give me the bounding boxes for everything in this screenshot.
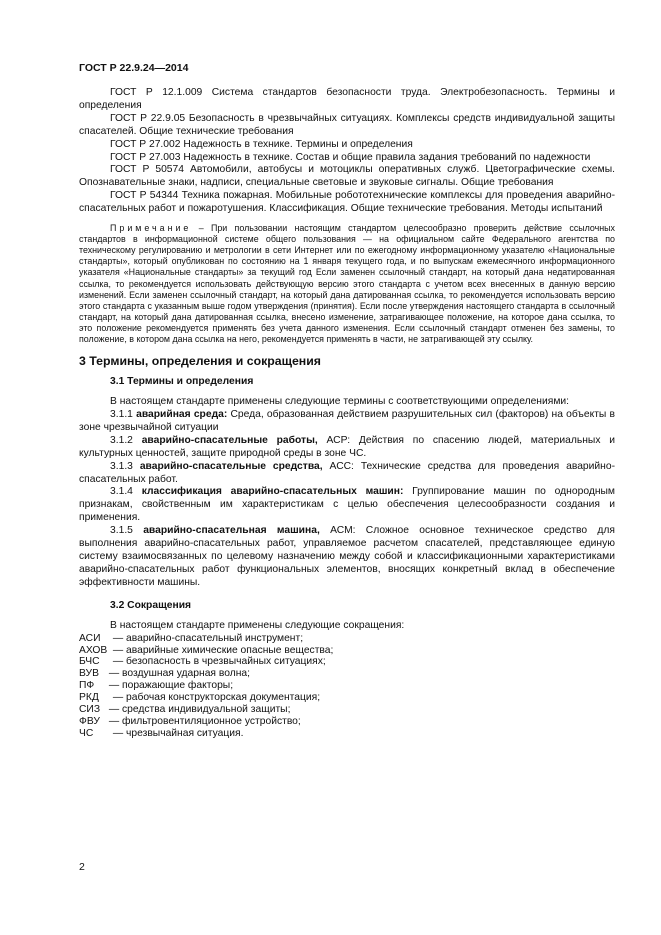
definition-number: 3.1.1 bbox=[110, 409, 137, 420]
definition-item bbox=[79, 435, 615, 461]
definition-text: АСС: Технические средства для проведения аварийно-спасательных работ. bbox=[79, 460, 615, 485]
note-text: – При пользовании настоящим стандартом целесообразно проверить действие ссылочных стандартов в информационной системе общего пользования — на официальном сайте Федерального агентства по техническому регулированию и метрологии в сети Интернет или по ежегодному информационному указателю «Национальные стандарты», который опубликован по состоянию на 1 января текущего года, и по выпускам ежемесячного информационного указателя «Национальные стандарты» за текущий год Если заменен ссылочный стандарт, на который дана недатированная ссылка, то рекомендуется использовать действующую версию этого стандарта с учетом всех внесенных в данную версию изменений. Если заменен ссылочный стандарт, на который дана датированная ссылка, то рекомендуется использовать версию этого стандарта с указанным выше годом утверждения (принятия). Если после утверждения настоящего стандарта в ссылочный стандарт, на который дана датированная ссылка, внесено изменение, затрагивающее положение, на которое дана ссылка, то это положение рекомендуется применять без учета данного изменения. Если ссылочный стандарт отменен без замены, то положение, в котором дана ссылка на него, рекомендуется применять в части, не затрагивающей эту ссылку. bbox=[79, 223, 615, 344]
document-header: ГОСТ Р 22.9.24—2014 bbox=[79, 62, 189, 74]
reference-item: ГОСТ Р 12.1.009 Система стандартов безопасности труда. Электробезопасность. Термины и определения bbox=[79, 87, 615, 111]
abbreviation-item bbox=[79, 704, 615, 716]
abbreviation-item bbox=[79, 680, 615, 692]
page-number: 2 bbox=[79, 861, 85, 873]
reference-item: ГОСТ Р 27.002 Надежность в технике. Термины и определения bbox=[110, 138, 413, 150]
abbreviation-text: — воздушная ударная волна; bbox=[106, 668, 251, 680]
definition-term: аварийно-спасательная машина, bbox=[143, 525, 320, 537]
abbreviation-item bbox=[79, 656, 615, 668]
note-label: Примечание bbox=[110, 223, 192, 234]
abbreviation-code: РКД bbox=[79, 692, 99, 704]
abbreviation-code: ВУВ bbox=[79, 668, 99, 680]
abbreviation-item bbox=[79, 728, 615, 740]
definition-text: Среда, образованная действием разрушительных сил (факторов) на объекты в зоне чрезвычайной ситуации bbox=[79, 409, 615, 433]
definition-term: аварийная среда: bbox=[136, 409, 228, 420]
abbreviation-text: — рабочая конструкторская документация; bbox=[110, 692, 321, 704]
definition-item bbox=[79, 461, 615, 487]
definition-item bbox=[79, 486, 615, 525]
abbreviation-item bbox=[79, 633, 615, 645]
definition-text: АСМ: Сложное основное техническое средство для выполнения аварийно-спасательных работ, управляемое расчетом спасателей, представляющее единую систему взаимосвязанных по целевому назначению между собой и классификационными характеристиками аварийно-спасательных работ функциональных элементов, вносящих конкретный вклад в обеспечение эффективности машины. bbox=[79, 525, 615, 588]
reference-item: ГОСТ Р 50574 Автомобили, автобусы и мотоциклы оперативных служб. Цветографические схемы. Опознавательные знаки, надписи, специальные световые и звуковые сигналы. Общие требования bbox=[79, 164, 615, 189]
section-title: 3 Термины, определения и сокращения bbox=[79, 354, 321, 369]
abbreviation-code: ПФ bbox=[79, 680, 95, 692]
abbreviation-code: АСИ bbox=[79, 632, 101, 644]
abbreviation-item bbox=[79, 692, 615, 704]
definition-item bbox=[79, 409, 615, 435]
abbreviation-text: — фильтровентиляционное устройство; bbox=[106, 715, 301, 727]
reference-item: ГОСТ Р 54344 Техника пожарная. Мобильные робототехнические комплексы для проведения аварийно-спасательных работ и пожаротушения. Классификация. Общие технические требования. Методы испытаний bbox=[79, 190, 615, 215]
abbreviations-list bbox=[79, 633, 615, 740]
abbreviation-item bbox=[79, 645, 615, 657]
definition-term: классификация аварийно-спасательных машин: bbox=[141, 486, 404, 498]
abbreviation-code: ЧС bbox=[79, 727, 94, 739]
definition-term: аварийно-спасательные работы, bbox=[141, 434, 318, 446]
abbreviation-item bbox=[79, 668, 615, 680]
subsection-title-abbreviations: 3.2 Сокращения bbox=[110, 599, 192, 611]
definition-item bbox=[79, 525, 615, 590]
abbreviation-text: — чрезвычайная ситуация. bbox=[110, 727, 244, 739]
abbreviation-text: — поражающие факторы; bbox=[106, 680, 234, 692]
abbreviations-intro: В настоящем стандарте применены следующие сокращения: bbox=[110, 619, 405, 631]
definition-text: Группирование машин по однородным признакам, свойственным им характеристикам с целью обеспечения целесообразности создания и применения. bbox=[79, 486, 615, 524]
definition-number: 3.1.3 bbox=[110, 460, 140, 472]
normative-references-list bbox=[79, 87, 615, 216]
definition-term: аварийно-спасательные средства, bbox=[139, 460, 323, 472]
definition-number: 3.1.5 bbox=[110, 525, 144, 537]
abbreviation-text: — аварийно-спасательный инструмент; bbox=[110, 632, 304, 644]
abbreviation-text: — безопасность в чрезвычайных ситуациях; bbox=[110, 656, 326, 668]
abbreviation-code: БЧС bbox=[79, 656, 100, 668]
note-block bbox=[79, 223, 615, 345]
reference-item: ГОСТ Р 27.003 Надежность в технике. Состав и общие правила задания требований по надежности bbox=[110, 151, 591, 163]
abbreviation-text: — аварийные химические опасные вещества; bbox=[110, 644, 334, 656]
terms-intro: В настоящем стандарте применены следующие термины с соответствующими определениями: bbox=[110, 396, 570, 408]
definition-number: 3.1.4 bbox=[110, 486, 142, 498]
note-paragraph bbox=[79, 223, 615, 345]
page-content bbox=[79, 87, 615, 740]
abbreviation-code: ФВУ bbox=[79, 715, 100, 727]
abbreviation-code: АХОВ bbox=[79, 644, 108, 656]
reference-item: ГОСТ Р 22.9.05 Безопасность в чрезвычайных ситуациях. Комплексы средств индивидуальной защиты спасателей. Общие технические требования bbox=[79, 112, 615, 137]
definitions-list bbox=[79, 409, 615, 590]
definition-text: АСР: Действия по спасению людей, материальных и культурных ценностей, защите природной среды в зоне ЧС. bbox=[79, 434, 615, 459]
definition-number: 3.1.2 bbox=[110, 434, 142, 446]
abbreviation-item bbox=[79, 716, 615, 728]
abbreviation-text: — средства индивидуальной защиты; bbox=[106, 704, 291, 716]
abbreviation-code: СИЗ bbox=[79, 704, 101, 716]
subsection-title-terms: 3.1 Термины и определения bbox=[110, 376, 254, 388]
